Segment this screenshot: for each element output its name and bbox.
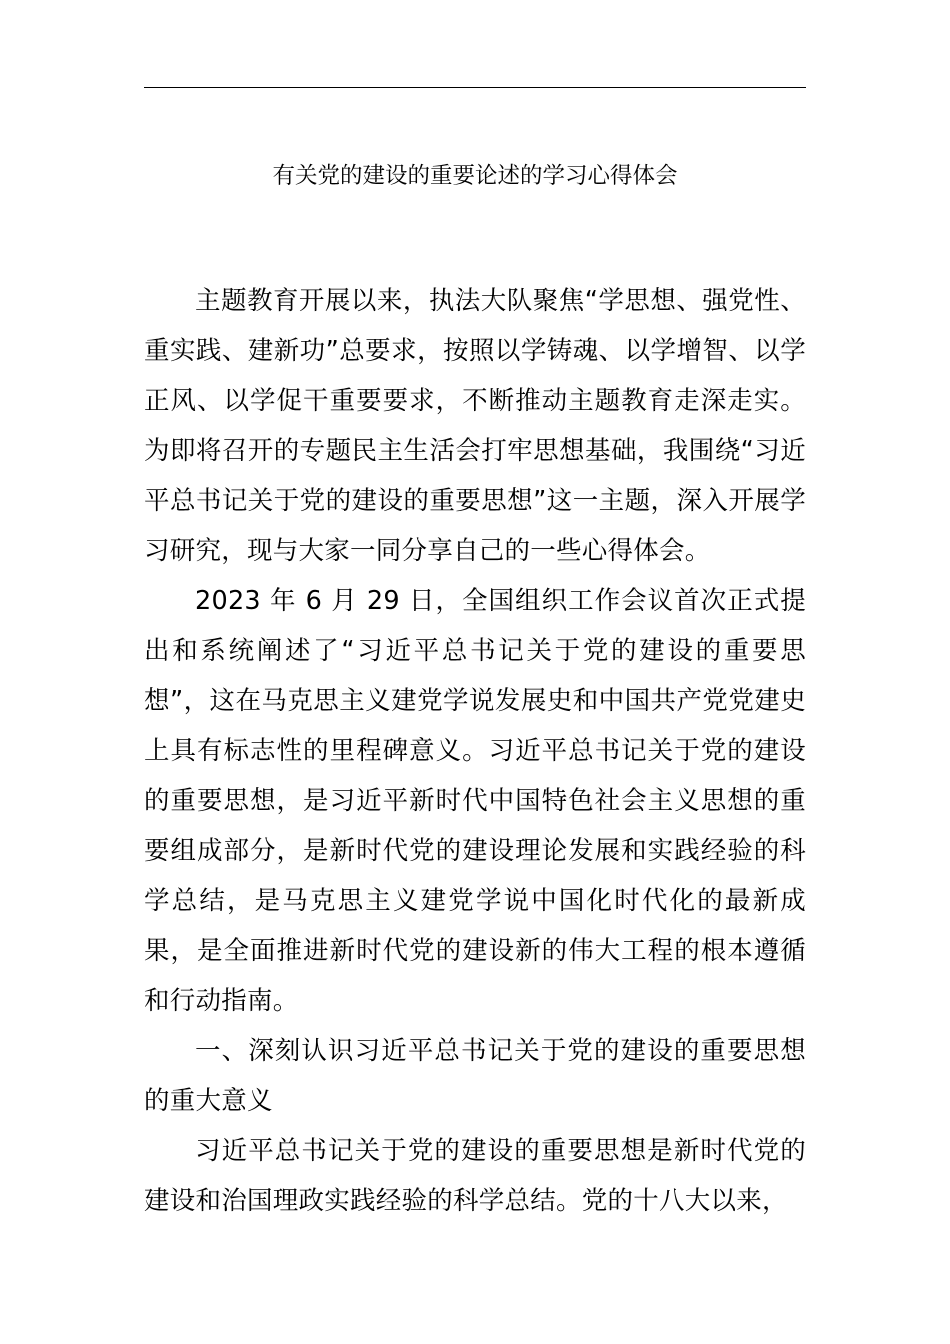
section-heading-1: 一、深刻认识习近平总书记关于党的建设的重要思想的重大意义	[144, 1036, 806, 1116]
header-rule	[144, 87, 806, 88]
document-title: 有关党的建设的重要论述的学习心得体会	[272, 163, 678, 189]
paragraph-section-1: 习近平总书记关于党的建设的重要思想是新时代党的建设和治国理政实践经验的科学总结。党的十八大以来，	[144, 1136, 806, 1216]
paragraph-intro: 主题教育开展以来，执法大队聚焦“学思想、强党性、重实践、建新功”总要求，按照以学铸魂、以学增智、以学正风、以学促干重要要求，不断推动主题教育走深走实。为即将召开的专题民主生活会打牢思想基础，我围绕“习近平总书记关于党的建设的重要思想”这一主题，深入开展学习研究，现与大家一同分享自己的一些心得体会。	[144, 286, 806, 566]
paragraph-background: 2023 年 6 月 29 日，全国组织工作会议首次正式提出和系统阐述了“习近平总书记关于党的建设的重要思想”，这在马克思主义建党学说发展史和中国共产党党建史上具有标志性的里程碑意义。习近平总书记关于党的建设的重要思想，是习近平新时代中国特色社会主义思想的重要组成部分，是新时代党的建设理论发展和实践经验的科学总结，是马克思主义建党学说中国化时代化的最新成果，是全面推进新时代党的建设新的伟大工程的根本遵循和行动指南。	[144, 586, 806, 1016]
document-body	[144, 276, 806, 1226]
